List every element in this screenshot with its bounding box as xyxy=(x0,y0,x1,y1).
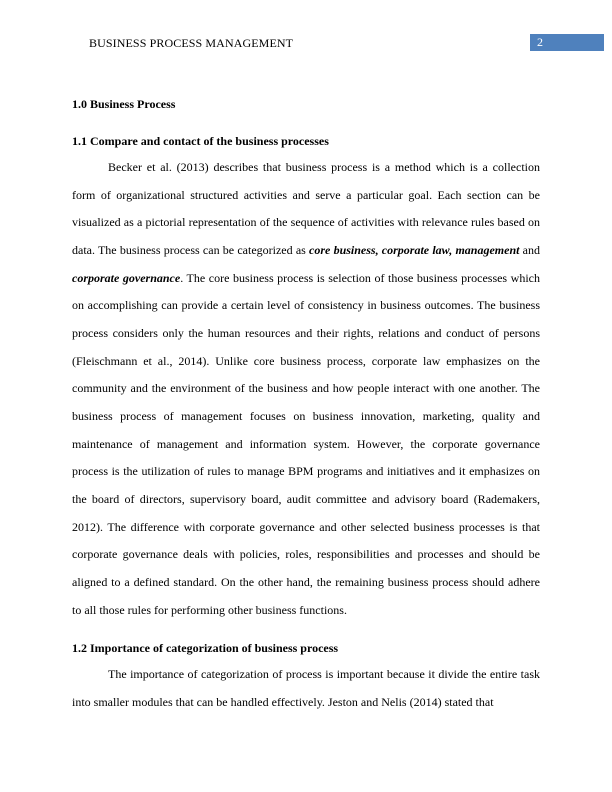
section-heading-1-2: 1.2 Importance of categorization of business process xyxy=(72,641,339,655)
page-number: 2 xyxy=(537,35,543,49)
page-number-box xyxy=(530,34,604,51)
section-heading-1-1: 1.1 Compare and contact of the business processes xyxy=(72,134,329,148)
running-header-title: BUSINESS PROCESS MANAGEMENT xyxy=(89,36,294,50)
section-heading-1-0: 1.0 Business Process xyxy=(72,97,176,111)
paragraph-emphasis: corporate governance xyxy=(72,270,181,285)
paragraph-text: Becker et al. (2013) describes that business process is a method which is a collection form of organizational structured activities and serve a particular goal. Each section can be visualized as a pictorial representation of the sequence of activities with relevance rules based on data. The business process can be categorized as xyxy=(72,160,540,258)
body-paragraph-1-1 xyxy=(72,154,540,624)
paragraph-emphasis: core business, corporate law, management xyxy=(309,243,520,258)
paragraph-text: and xyxy=(519,243,541,258)
paragraph-text: . The core business process is selection of those business processes which on accomplishing can provide a certain level of consistency in business outcomes. The business process considers only the human resources and their rights, relations and conduct of persons (Fleischmann et al., 2014). Unlike core business process, corporate law emphasizes on the community and the environment of the business and how people interact with one another. The business process of management focuses on business innovation, marketing, quality and maintenance of management and information system. However, the corporate governance process is the utilization of rules to manage BPM programs and initiatives and it emphasizes on the board of directors, supervisory board, audit committee and advisory board (Rademakers, 2012). The difference with corporate governance and other selected business processes is that corporate governance deals with policies, roles, responsibilities and processes and should be aligned to a defined standard. On the other hand, the remaining business process should adhere to all those rules for performing other business functions. xyxy=(72,270,540,617)
body-paragraph-1-2: The importance of categorization of process is important because it divide the entire task into smaller modules that can be handled effectively. Jeston and Nelis (2014) stated that xyxy=(72,667,540,709)
